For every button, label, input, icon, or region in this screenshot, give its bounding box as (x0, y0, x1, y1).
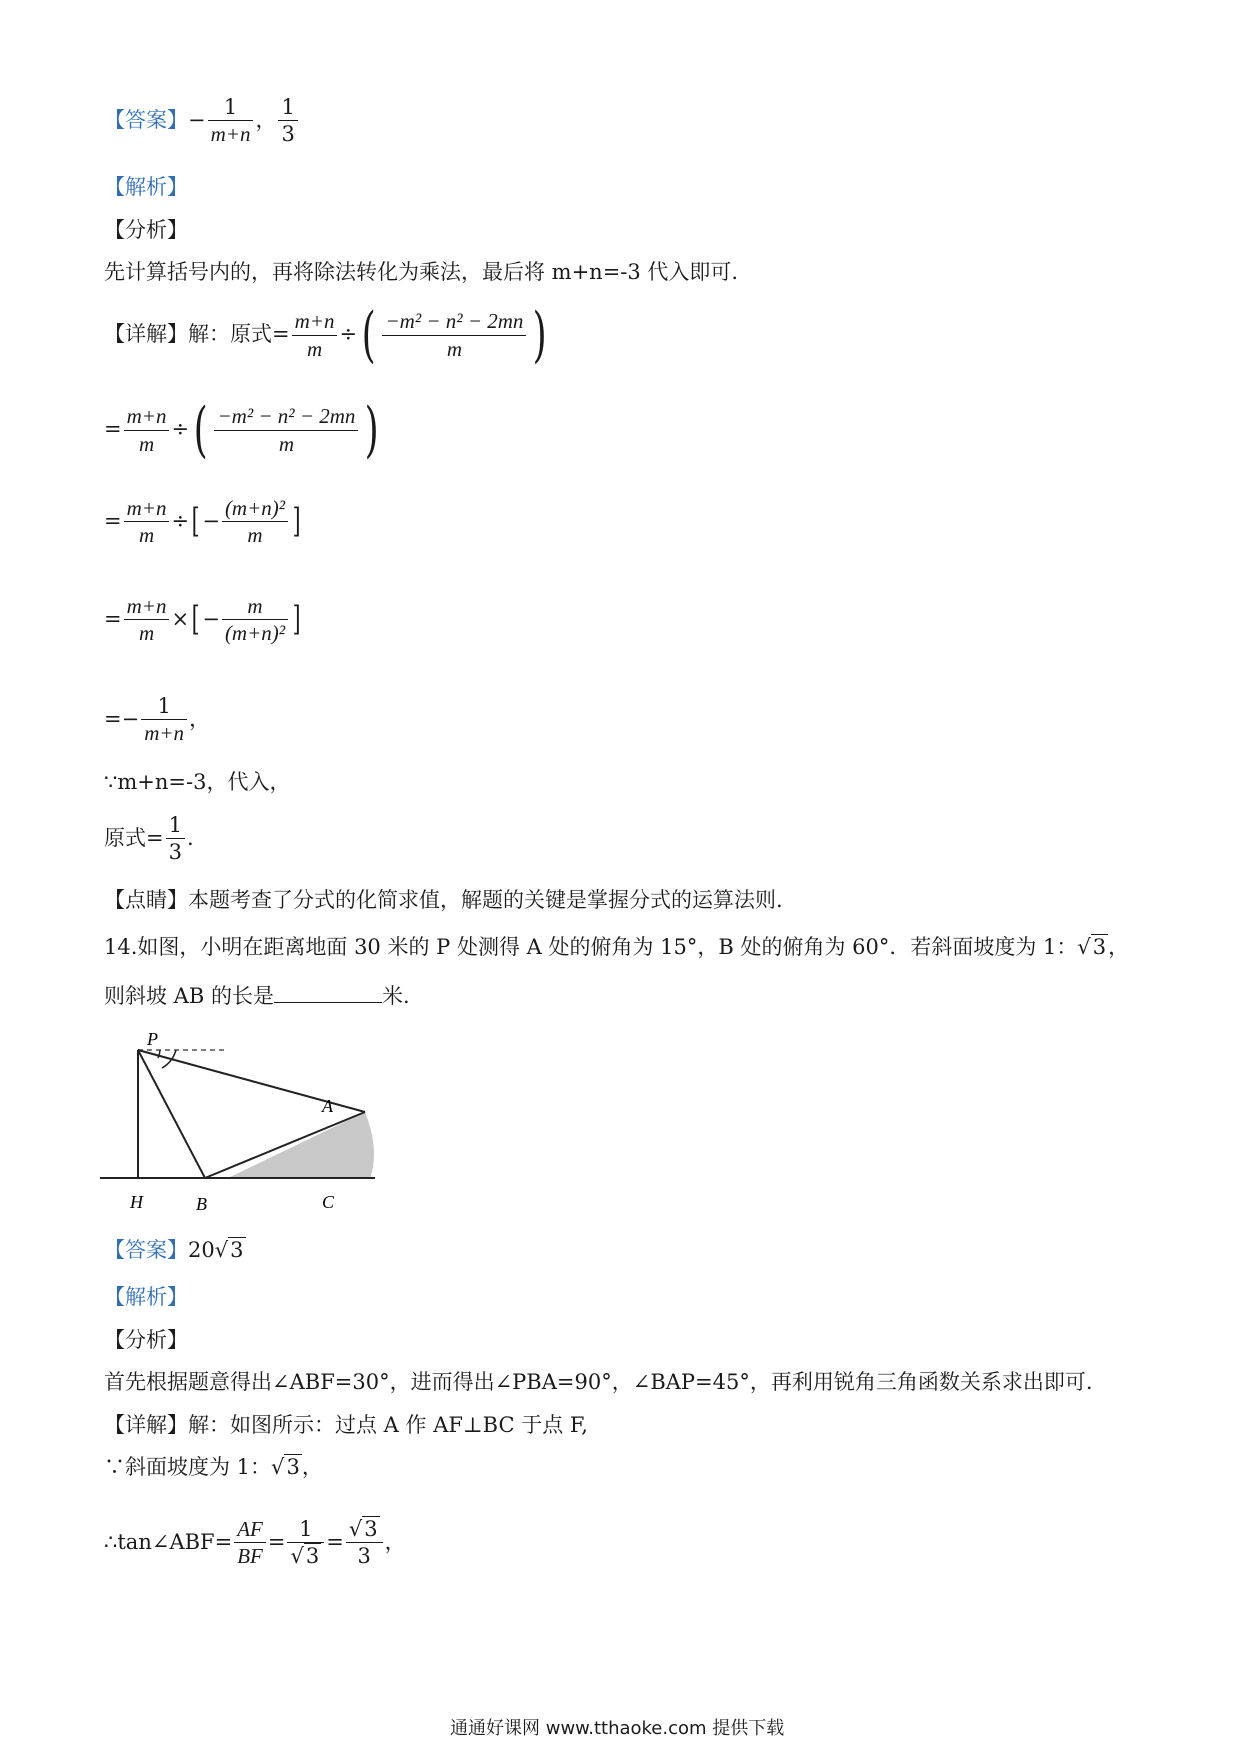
fenxi-text: 先计算括号内的，再将除法转化为乘法，最后将 m+n=-3 代入即可. (104, 260, 739, 284)
answer2-line: 【答案】 20 √3 (104, 1238, 244, 1262)
dianjing-label: 【点睛】 (104, 888, 188, 912)
q14-line-a: 14.如图，小明在距离地面 30 米的 P 处测得 A 处的俯角为 15°，B 处的俯角为 60°．若斜面坡度为 1： √3 ， (104, 935, 1130, 959)
minus-sign: − (188, 108, 206, 133)
step-3: = $\frac{m+n}{m}$ ÷ [ − $\frac{\text{(m+n)²}}{m}$ ] (104, 496, 301, 548)
fenxi-label-2: 【分析】 (104, 1328, 188, 1352)
answer1-fraction: $\frac{1}{m+n}$ (208, 94, 254, 148)
label-b: B (196, 1194, 207, 1214)
detail-label: 【详解】 (104, 322, 188, 347)
slope-figure (100, 1030, 400, 1215)
tan-line: ∴tan∠ABF= $\frac{AF}{BF}$ = $\frac{1}{√3}$ = $\frac{√3}{3}$ ， (104, 1517, 406, 1569)
page-footer: 通通好课网 www.tthaoke.com 提供下载 (450, 1718, 785, 1739)
answer-blank (274, 982, 382, 1003)
because-1: ∵m+n=-3，代入， (104, 770, 291, 794)
detail-line-1: 【详解】 解：原式= $\frac{m+n}{m}$ ÷ ( $\frac{\text{−m² − n² − 2mn}}{m}$ ) (104, 300, 548, 370)
fenxi-label: 【分析】 (104, 218, 188, 242)
step-5: = − $\frac{1}{m+n}$ ， (104, 694, 211, 746)
label-c: C (322, 1192, 335, 1212)
shaded-slope-region (228, 1112, 374, 1178)
line-pb (138, 1050, 205, 1178)
detail-line-2: 【详解】解：如图所示：过点 A 作 AF⊥BC 于点 F, (104, 1413, 588, 1437)
because-2: ∵斜面坡度为 1： √3 ， (104, 1455, 323, 1479)
yuanshi-line: 原式= $\frac{1}{3}$ . (104, 813, 194, 865)
label-h: H (130, 1192, 143, 1212)
label-a: A (322, 1096, 333, 1116)
jiexi-label-2: 【解析】 (104, 1285, 188, 1309)
dianjing-line: 【点睛】本题考查了分式的化简求值，解题的关键是掌握分式的运算法则. (104, 888, 783, 912)
label-p: P (147, 1030, 158, 1049)
detail-label-2: 【详解】 (104, 1413, 188, 1437)
fenxi-text-2: 首先根据题意得出∠ABF=30°，进而得出∠PBA=90°，∠BAP=45°，再利用锐角三角函数关系求出即可. (104, 1370, 1093, 1394)
jiexi-label: 【解析】 (104, 175, 188, 199)
answer-label: 【答案】 (104, 108, 188, 133)
answer-label-2: 【答案】 (104, 1238, 188, 1262)
step-4: = $\frac{m+n}{m}$ × [ − $\frac{m}{\text{(m+n)²}}$ ] (104, 594, 301, 646)
step-2: = $\frac{m+n}{m}$ ÷ ( $\frac{\text{−m² − n² − 2mn}}{m}$ ) (104, 395, 380, 465)
answer1-line: 【答案】 − $\frac{1}{m+n}$ ， $\frac{1}{3}$ (104, 94, 300, 148)
answer1-fraction-b: $\frac{1}{3}$ (278, 94, 297, 148)
q14-line-b: 则斜坡 AB 的长是 米. (104, 984, 410, 1008)
